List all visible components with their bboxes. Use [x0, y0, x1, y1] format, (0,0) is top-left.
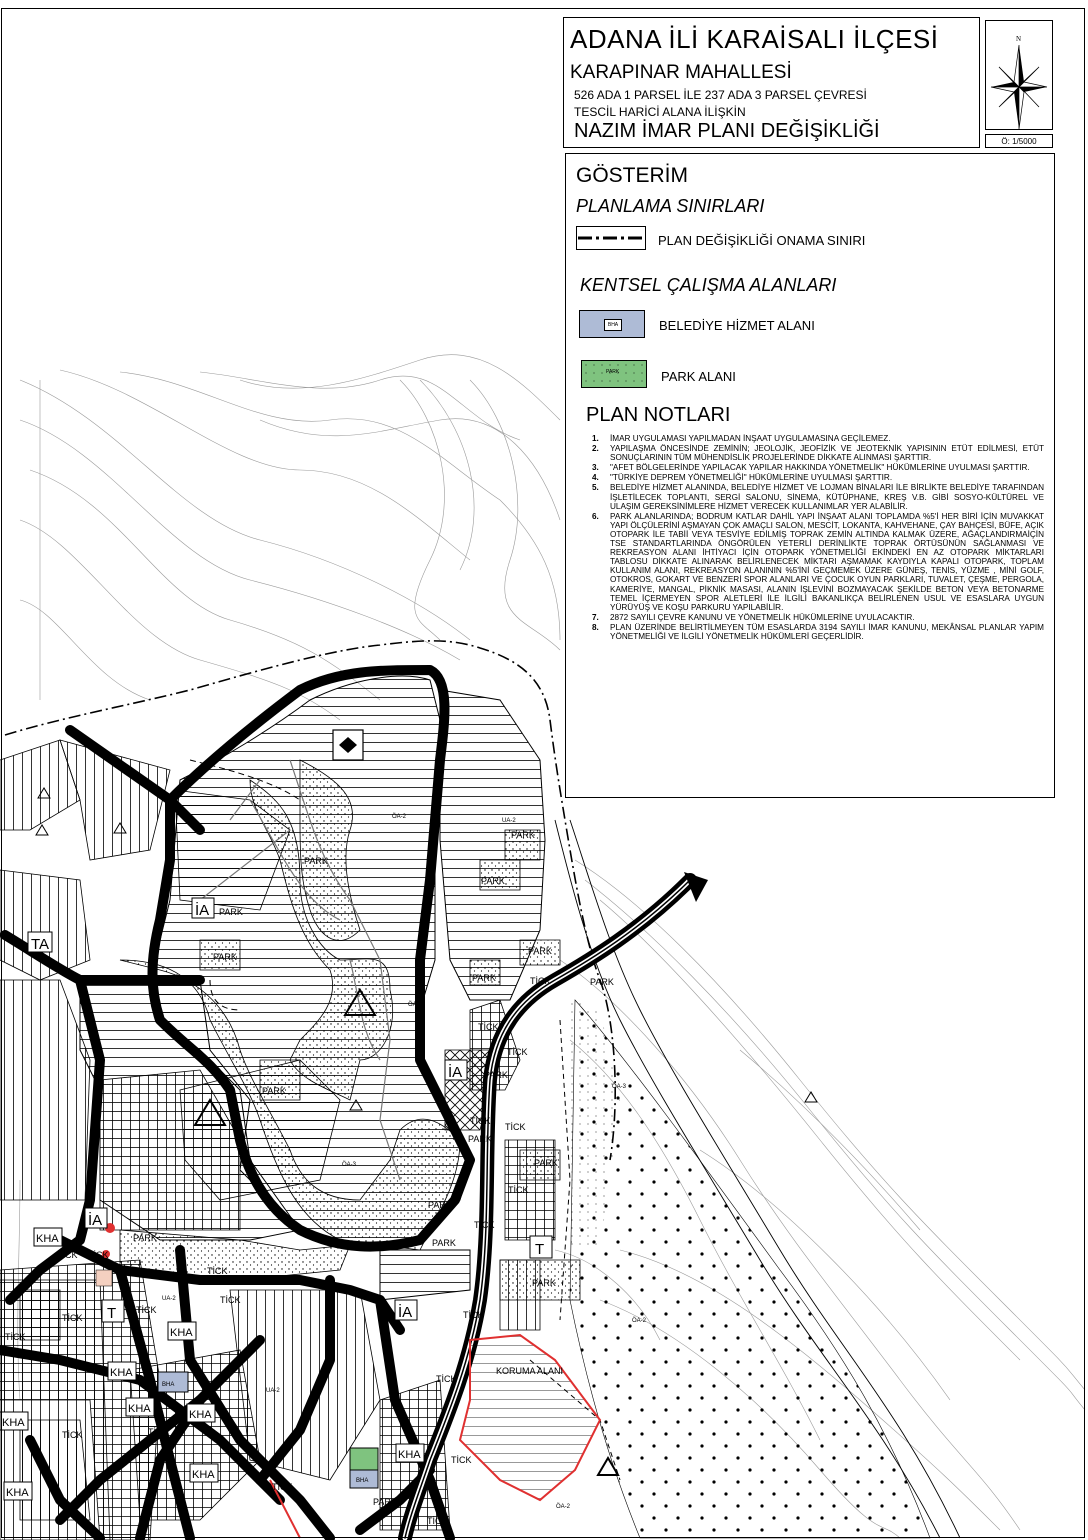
svg-text:KHA: KHA: [2, 1417, 25, 1429]
plan-note-item: [592, 444, 1044, 462]
label-bha: BHA: [162, 1382, 175, 1388]
label-bha: BHA: [356, 1478, 369, 1484]
plan-note-text: BELEDİYE HİZMET ALANINDA, BELEDİYE HİZMET VE LOJMAN BİNALARI İLE BİRLİKTE BELEDİYE TARAFINDAN İŞLETİLECEK TOPLANTI, SERGİ SALONU, SİNEMA, KÜTÜPHANE, KREŞ V.B. GİBİ SOSYO-KÜLTÜREL VE ULAŞIM GEREKSİNİMLERE HİZMET VERECEK KULLANIMLAR YER ALABİLİR.: [610, 483, 1044, 511]
plan-note-text: YAPILAŞMA ÖNCESİNDE ZEMİNİN; JEOLOJİK, JEOFİZİK VE JEOTEKNİK YAPISININ ETÜT EDİLMESİ, ETÜT SONUÇLARININ TÜM MÜHENDİSLİK PROJELERİNDE DİKKATE ALINMASI ŞARTTIR.: [610, 444, 1044, 463]
plan-note-number: 4.: [592, 473, 599, 483]
svg-text:KHA: KHA: [6, 1487, 29, 1499]
label-park: PARK: [590, 977, 614, 987]
bha-swatch: [579, 310, 645, 338]
label-tick: TİCK: [272, 1482, 293, 1492]
label-oa2: ÖA-2: [556, 1504, 571, 1510]
label-tick: TİCK: [474, 1220, 495, 1230]
title-line-2: KARAPINAR MAHALLESİ: [570, 62, 792, 83]
svg-text:KHA: KHA: [189, 1409, 212, 1421]
svg-text:İA: İA: [195, 902, 210, 919]
plan-note-number: 5.: [592, 483, 599, 493]
plan-note-number: 2.: [592, 444, 599, 454]
boundary-symbol-icon: [576, 226, 646, 250]
label-tick: TİCK: [207, 1266, 228, 1276]
label-tick: TİCK: [470, 1116, 491, 1126]
plan-note-item: [592, 463, 1044, 472]
plan-note-item: [592, 623, 1044, 641]
label-oa2: ÖA-2: [408, 1002, 423, 1008]
svg-text:KHA: KHA: [398, 1449, 421, 1461]
legend-heading: GÖSTERİM: [576, 164, 689, 187]
plan-note-item: [592, 434, 1044, 443]
legend-section-planning: PLANLAMA SINIRLARI: [576, 196, 765, 216]
label-park: PARK: [468, 1134, 492, 1144]
label-park: PARK: [213, 952, 237, 962]
plan-note-text: 2872 SAYILI ÇEVRE KANUNU VE YÖNETMELİK HÜKÜMLERİNE UYULACAKTIR.: [610, 612, 915, 622]
label-tick: TİCK: [436, 1374, 457, 1384]
plan-notes-heading: PLAN NOTLARI: [586, 404, 731, 426]
plan-note-number: 1.: [592, 434, 599, 443]
north-arrow-icon: [986, 21, 1052, 129]
svg-text:TA: TA: [31, 936, 50, 953]
plan-note-number: 6.: [592, 511, 599, 521]
label-ua2: UA-2: [502, 818, 516, 824]
label-park: PARK: [432, 1238, 456, 1248]
park-code: PARK: [606, 369, 620, 375]
svg-text:İA: İA: [448, 1064, 463, 1081]
title-block: [563, 17, 980, 148]
plan-note-number: 8.: [592, 622, 599, 632]
svg-text:KHA: KHA: [36, 1233, 59, 1245]
legend-bha-label: BELEDİYE HİZMET ALANI: [659, 318, 815, 333]
label-tick: TİCK: [148, 1427, 169, 1437]
label-park: PARK: [484, 1070, 508, 1080]
plan-note-text: İMAR UYGULAMASI YAPILMADAN İNŞAAT UYGULAMASINA GEÇİLEMEZ.: [610, 434, 891, 443]
svg-text:İA: İA: [88, 1212, 103, 1229]
label-tick: TİCK: [505, 1122, 526, 1132]
legend-boundary-label: PLAN DEĞİŞİKLİĞİ ONAMA SINIRI: [658, 233, 866, 248]
label-park: PARK: [373, 1497, 397, 1507]
plan-note-text: "AFET BÖLGELERİNDE YAPILACAK YAPILAR HAKKINDA YÖNETMELİK" HÜKÜMLERİNE UYULMASI ŞARTTIR.: [610, 463, 1030, 473]
label-tick: TİCK: [507, 1047, 528, 1057]
label-oa3: ÖA-3: [342, 1162, 357, 1168]
label-tick: TİCK: [88, 1250, 109, 1260]
legend-park-label: PARK ALANI: [661, 369, 736, 384]
svg-text:KHA: KHA: [192, 1469, 215, 1481]
plan-note-item: [592, 473, 1044, 482]
label-oa2: ÖA-2: [392, 814, 407, 820]
label-tick: TİCK: [220, 1295, 241, 1305]
north-label: N: [1016, 35, 1022, 43]
label-tick: TİCK: [5, 1332, 26, 1342]
svg-text:KHA: KHA: [170, 1327, 193, 1339]
svg-text:T: T: [107, 1305, 117, 1322]
svg-text:KHA: KHA: [128, 1403, 151, 1415]
park-swatch: [581, 360, 647, 388]
legend-panel: [565, 153, 1055, 798]
title-line-3: 526 ADA 1 PARSEL İLE 237 ADA 3 PARSEL ÇEVRESİ: [574, 88, 867, 102]
north-arrow-box: [985, 20, 1053, 130]
plan-note-number: 7.: [592, 612, 599, 622]
title-line-4: TESCİL HARİCİ ALANA İLİŞKİN: [574, 105, 746, 119]
plan-note-text: "TÜRKİYE DEPREM YÖNETMELİĞİ" HÜKÜMLERİNE UYULMASI ŞARTTIR.: [610, 473, 893, 483]
label-park: PARK: [133, 1233, 157, 1243]
label-oa3: ÖA-3: [612, 1084, 627, 1090]
plan-note-text: PLAN ÜZERİNDE BELİRTİLMEYEN TÜM ESASLARDA 3194 SAYILI İMAR KANUNU, MEKÂNSAL PLANLAR YAPIM YÖNETMELİĞİ VE İLGİLİ YÖNETMELİK HÜKÜMLERİ GEÇERLİDİR.: [610, 622, 1044, 641]
title-line-5: NAZIM İMAR PLANI DEĞİŞİKLİĞİ: [574, 120, 880, 142]
label-park: PARK: [219, 907, 243, 917]
label-tick: TİCK: [508, 1185, 529, 1195]
label-tick: TİCK: [463, 1310, 484, 1320]
label-ua2: UA-2: [266, 1388, 280, 1394]
label-park: PARK: [532, 1278, 556, 1288]
plan-note-number: 3.: [592, 463, 599, 473]
label-tick: TİCK: [530, 976, 551, 986]
label-tick: TİCK: [427, 1516, 448, 1526]
label-tick: TİCK: [478, 1022, 499, 1032]
label-tick: TİCK: [62, 1430, 83, 1440]
label-tick: TİCK: [57, 1250, 78, 1260]
plan-note-text: PARK ALANLARINDA; BODRUM KATLAR DAHİL YAPI İNŞAAT ALANI TOPLAMDA %5'İ HER BİRİ İÇİN MUVAKKAT YAPI ÖLÇÜLERİNİ AŞMAYAN ÇOK AMAÇLI SALON, MESCİT, LOKANTA, KAHVEHANE, ÇAY BAHÇESİ, BÜFE, AÇIK OTOPARK İLE TABİİ VEYA TESVİYE EDİLMİŞ TOPRAK ZEMİN ALTINDA KALMAK ÜZERE, AĞAÇLANDIRMAİÇİN TSE STANDARTLARINDA ÖNGÖRÜLEN YETERLİ DERİNLİKTE TOPRAK ÖRTÜSÜNÜN SAĞLANMASI VE REKREASYON ALANI İHTİYACI İÇİN OTOPARK YÖNETMELİĞİ EKİNDEKİ EN AZ OTOPARK MİKTARLARI TABLOSU DİKKATE ALINARAK BELİRLENECEK MİKTARI AŞMAMAK KAYDIYLA KAPALI OTOPARK, TOPLAM KULLANIM ALANI, REKREASYON ALANININ %5'İNİ GEÇMEMEK ÜZERE GÜNEŞ, TENİS, YÜZME , MİNİ GOLF, OTOKROS, GOKART VE BENZERİ SPOR ALANLARI VE ÇOCUK OYUN PARKLARI, TUVALET, ÇEŞME, PERGOLA, KAMERİYE, MANGAL, PİKNİK MASASI, ALANIN İŞLEVİNİ BOZMAYACAK ŞEKİLDE BETON VEYA BETONARME TEMEL İÇERMEYEN SPOR ALETLERİ İLE İLGİLİ BAKANLIKÇA BELİRLENEN USUL VE ESASLARA UYGUN YÜRÜYÜŞ VE KOŞU PARKURU YAPILABİLİR.: [610, 511, 1044, 612]
label-park: PARK: [304, 856, 328, 866]
label-koruma: KORUMA ALANI: [496, 1366, 564, 1376]
label-tick: TİCK: [451, 1455, 472, 1465]
bha-code: BHA: [604, 319, 622, 331]
label-park: PARK: [528, 946, 552, 956]
label-park: PARK: [262, 1086, 286, 1096]
plan-note-item: [592, 512, 1044, 612]
label-park: PARK: [472, 973, 496, 983]
label-tick: TİCK: [136, 1305, 157, 1315]
label-park: PARK: [511, 830, 535, 840]
label-tick: TİCK: [62, 1313, 83, 1323]
title-line-1: ADANA İLİ KARAİSALI İLÇESİ: [570, 24, 939, 54]
label-park: PARK: [428, 1200, 452, 1210]
svg-text:İA: İA: [398, 1304, 413, 1321]
plan-note-item: [592, 613, 1044, 622]
label-park: PARK: [481, 876, 505, 886]
label-ua2: UA-2: [162, 1296, 176, 1302]
scale-label: Ö: 1/5000: [985, 134, 1053, 148]
label-oa2: ÖA-2: [632, 1318, 647, 1324]
svg-text:T: T: [535, 1241, 545, 1258]
label-park: PARK: [534, 1158, 558, 1168]
legend-section-urban: KENTSEL ÇALIŞMA ALANLARI: [580, 275, 837, 295]
svg-text:KHA: KHA: [110, 1367, 133, 1379]
plan-notes-list: [592, 434, 1044, 642]
plan-note-item: [592, 483, 1044, 510]
